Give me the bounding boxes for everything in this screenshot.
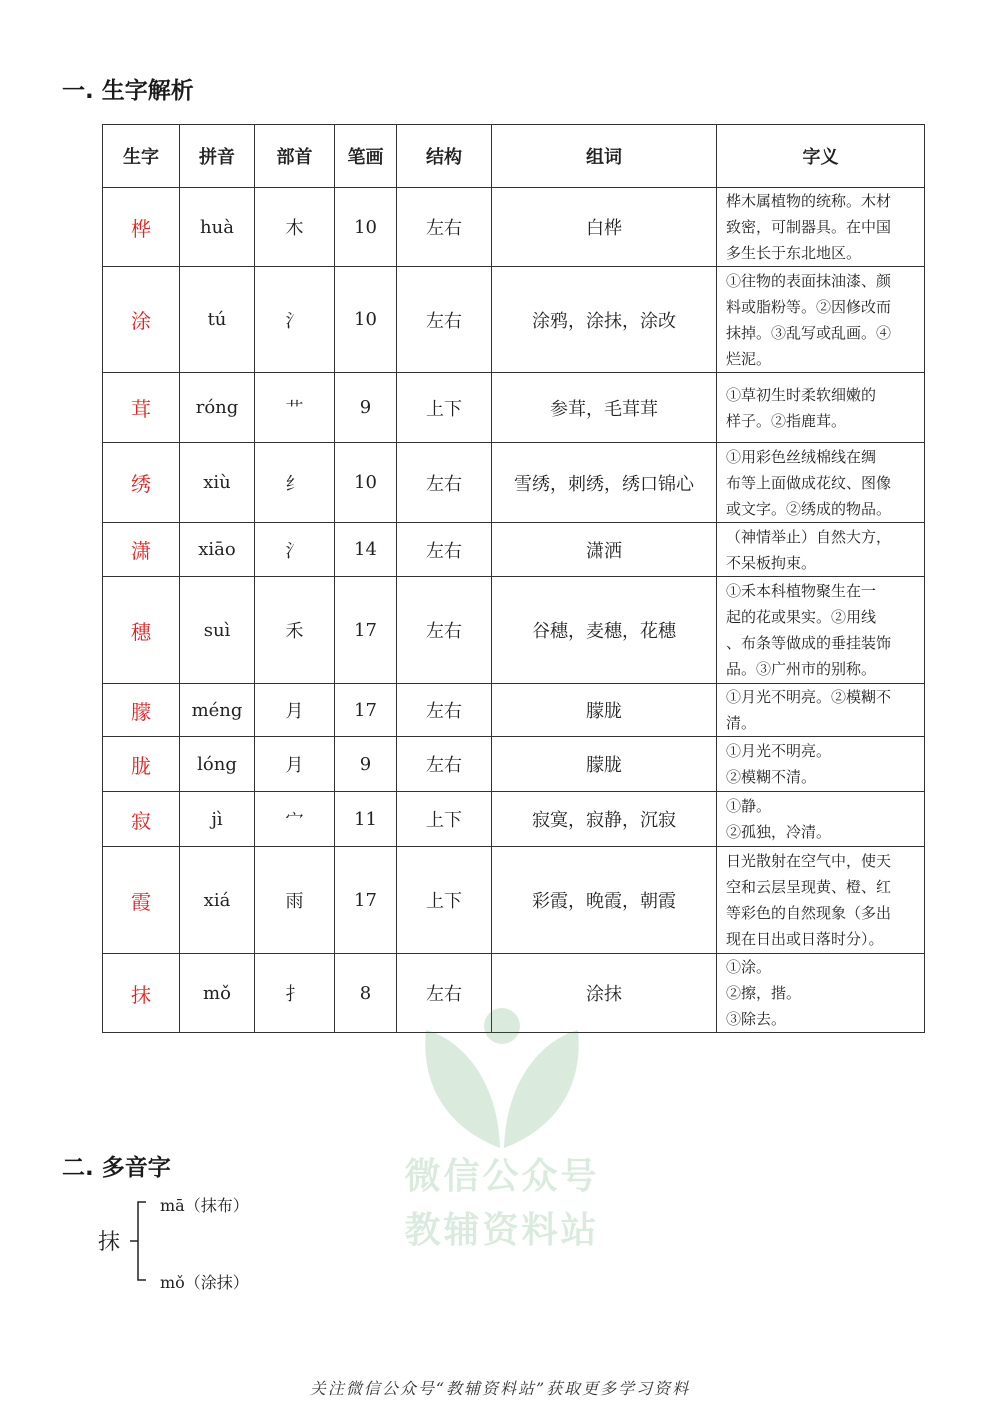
row-words: 寂寞，寂静，沉寂 [492,792,717,847]
row-char: 朦 [103,684,180,737]
row-pinyin: jì [180,792,255,847]
section-title-polyphones: 二. 多音字 [62,1155,171,1181]
row-strokes: 10 [335,188,397,267]
row-meaning [717,737,925,792]
meaning-line: 、布条等做成的垂挂装饰 [726,634,892,652]
meaning-line: 空和云层呈现黄、橙、红 [726,878,892,896]
meaning-line: ①往物的表面抹油漆、颜 [726,271,892,290]
row-meaning [717,684,925,737]
header-meaning: 字义 [717,125,925,188]
row-meaning [717,792,925,847]
polyphone-diagram [98,1188,358,1298]
row-structure: 左右 [397,684,492,737]
row-radical: 艹 [255,373,335,443]
meaning-line: （神情举止）自然大方， [726,527,892,546]
row-radical: 扌 [255,954,335,1033]
meaning-line: 样子。②指鹿茸。 [726,411,847,430]
row-strokes: 9 [335,737,397,792]
row-strokes: 11 [335,792,397,847]
row-pinyin: méng [180,684,255,737]
row-radical: 雨 [255,847,335,954]
meaning-line: ①禾本科植物聚生在一 [726,582,877,600]
meaning-line: 抹掉。③乱写或乱画。④ [726,323,892,342]
header-structure: 结构 [397,125,492,188]
row-strokes: 10 [335,443,397,523]
meaning-line: 等彩色的自然现象（多出 [726,904,892,922]
table-row [103,373,925,443]
row-structure: 上下 [397,373,492,443]
row-structure: 左右 [397,737,492,792]
meaning-line: 烂泥。 [726,349,772,368]
meaning-line: 起的花或果实。②用线 [726,608,877,626]
row-words: 谷穗，麦穗，花穗 [492,577,717,684]
row-char: 抹 [103,954,180,1033]
row-strokes: 17 [335,847,397,954]
meaning-line: 料或脂粉等。②因修改而 [726,297,892,316]
meaning-line: ①涂。 [726,958,772,976]
row-radical: 纟 [255,443,335,523]
row-radical: 木 [255,188,335,267]
row-radical: 氵 [255,523,335,577]
polyphone-reading-2: mǒ（涂抹） [160,1273,249,1292]
row-words: 白桦 [492,188,717,267]
character-table [102,124,925,1033]
meaning-line: 桦木属植物的统称。木材 [726,192,892,210]
row-pinyin: xiāo [180,523,255,577]
row-strokes: 9 [335,373,397,443]
row-char: 茸 [103,373,180,443]
table-row [103,792,925,847]
section-title-new-characters: 一. 生字解析 [62,78,194,104]
row-strokes: 10 [335,267,397,373]
table-row [103,847,925,954]
row-pinyin: xiá [180,847,255,954]
row-structure: 左右 [397,267,492,373]
meaning-line: 布等上面做成花纹、图像 [726,473,892,492]
table-header-row [103,125,925,188]
row-char: 穗 [103,577,180,684]
row-char: 潇 [103,523,180,577]
meaning-line: 致密，可制器具。在中国 [726,218,892,236]
row-meaning [717,443,925,523]
row-meaning [717,577,925,684]
row-meaning [717,523,925,577]
row-words: 涂抹 [492,954,717,1033]
row-structure: 上下 [397,847,492,954]
meaning-line: 日光散射在空气中，使天 [726,852,892,870]
row-pinyin: xiù [180,443,255,523]
row-structure: 上下 [397,792,492,847]
row-meaning [717,188,925,267]
row-words: 雪绣，刺绣，绣口锦心 [492,443,717,523]
row-radical: 月 [255,684,335,737]
row-pinyin: róng [180,373,255,443]
meaning-line: ①月光不明亮。 [726,742,832,760]
row-words: 参茸，毛茸茸 [492,373,717,443]
row-words: 涂鸦，涂抹，涂改 [492,267,717,373]
row-pinyin: mǒ [180,954,255,1033]
polyphone-char: 抹 [98,1230,121,1255]
table-row [103,577,925,684]
meaning-line: ②孤独，冷清。 [726,823,832,841]
row-radical: 月 [255,737,335,792]
row-words: 朦胧 [492,684,717,737]
row-strokes: 14 [335,523,397,577]
watermark-line-2: 教辅资料站 [404,1210,600,1251]
header-pinyin: 拼音 [180,125,255,188]
header-words: 组词 [492,125,717,188]
table-row [103,737,925,792]
table-row [103,267,925,373]
meaning-line: ①用彩色丝绒棉线在绸 [726,447,877,466]
row-words: 潇洒 [492,523,717,577]
meaning-line: 多生长于东北地区。 [726,244,862,262]
polyphone-reading-1: mā（抹布） [160,1196,249,1215]
meaning-line: ①静。 [726,797,772,815]
meaning-line: ③除去。 [726,1010,787,1028]
meaning-line: 现在日出或日落时分）。 [726,930,884,948]
table-row [103,188,925,267]
meaning-line: ①月光不明亮。②模糊不 [726,688,892,706]
table-row [103,443,925,523]
meaning-line: ①草初生时柔软细嫩的 [726,385,877,404]
row-structure: 左右 [397,577,492,684]
row-radical: 氵 [255,267,335,373]
row-words: 彩霞，晚霞，朝霞 [492,847,717,954]
meaning-line: ②模糊不清。 [726,768,817,786]
row-meaning [717,267,925,373]
row-meaning [717,954,925,1033]
row-char: 霞 [103,847,180,954]
footer-note: 关注微信公众号“教辅资料站”获取更多学习资料 [309,1379,691,1398]
row-char: 涂 [103,267,180,373]
meaning-line: 清。 [726,714,757,732]
header-strokes: 笔画 [335,125,397,188]
row-words: 朦胧 [492,737,717,792]
row-strokes: 8 [335,954,397,1033]
watermark-line-1: 微信公众号 [404,1156,600,1197]
row-structure: 左右 [397,443,492,523]
row-char: 寂 [103,792,180,847]
meaning-line: 品。③广州市的别称。 [726,660,877,678]
row-structure: 左右 [397,188,492,267]
row-pinyin: lóng [180,737,255,792]
row-strokes: 17 [335,577,397,684]
watermark [372,1000,632,1310]
row-meaning [717,847,925,954]
header-char: 生字 [103,125,180,188]
row-pinyin: huà [180,188,255,267]
row-char: 桦 [103,188,180,267]
row-structure: 左右 [397,954,492,1033]
row-char: 绣 [103,443,180,523]
meaning-line: 不呆板拘束。 [726,553,817,572]
table-row [103,684,925,737]
row-pinyin: suì [180,577,255,684]
row-structure: 左右 [397,523,492,577]
row-radical: 宀 [255,792,335,847]
row-char: 胧 [103,737,180,792]
meaning-line: 或文字。②绣成的物品。 [726,499,892,518]
header-radical: 部首 [255,125,335,188]
row-radical: 禾 [255,577,335,684]
leaf-logo-icon [412,1000,592,1150]
row-meaning [717,373,925,443]
meaning-line: ②擦，揩。 [726,984,802,1002]
table-row [103,523,925,577]
row-strokes: 17 [335,684,397,737]
row-pinyin: tú [180,267,255,373]
